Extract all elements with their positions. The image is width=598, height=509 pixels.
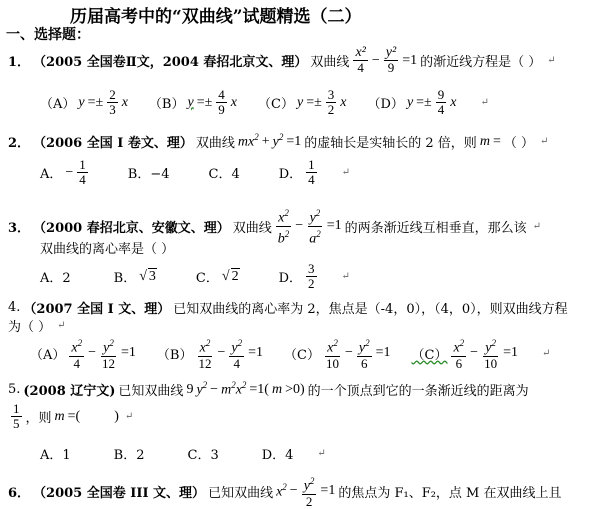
q2-option-c[interactable]: C．4 <box>208 167 240 182</box>
q4-option-a[interactable]: （A） $\frac{x^2}{4}$ − $\frac{y^2}{12}$ =1 <box>30 338 136 371</box>
q2-option-b[interactable]: B．−4 <box>127 167 170 182</box>
q1-source: （2005 全国卷Ⅱ文，2004 春招北京文、理） <box>33 55 308 70</box>
q4-stem-b: 为（ ） ↵ <box>8 320 66 335</box>
q5-option-a[interactable]: A．1 <box>40 448 71 463</box>
q3-stem-c: 双曲线的离心率是（ ） <box>40 242 175 257</box>
q6-source: （2005 全国卷 III 文、理） <box>33 485 206 501</box>
q5-stem-b: 的一个顶点到它的一条渐近线的距离为 <box>307 384 529 399</box>
section-heading: 一、选择题： <box>6 27 90 43</box>
q3-option-a[interactable]: A．2 <box>40 271 71 286</box>
q4-option-c[interactable]: （C） $\frac{x^2}{10}$ − $\frac{y^2}{6}$ =1 <box>284 338 391 371</box>
q1-option-b[interactable]: （B） y =± $\frac{4}{9}$ x <box>148 87 238 117</box>
q4-source: （2007 全国 I 文、理） <box>23 302 171 317</box>
q1-number: 1． <box>8 55 31 70</box>
q4-options: （A） $\frac{x^2}{4}$ − $\frac{y^2}{12}$ =1 （B） $\frac{x^2}{12}$ − $\frac{y^2}{4}$ =1 （C） $\frac{x^2}{10}$ − $\frac{y^2}{6}$ =1 （C） $\frac{x^2}{6}$ − $\frac{y^2}{10}$ =1 ↵ <box>30 338 551 371</box>
question-2: 2． （2006 全国 I 卷文、理） 双曲线 $mx^2$ + $y^2$ =1 的虚轴长是实轴长的 2 倍，则 m = （ ） ↵ <box>8 132 549 151</box>
q3-number: 3． <box>8 220 31 236</box>
q5-number: 5. <box>8 382 21 397</box>
q1-stem-a: 双曲线 <box>310 55 350 70</box>
q5-option-b[interactable]: B．2 <box>113 448 145 463</box>
q1-frac-x: $\frac{\text{x²}}{4}$ <box>355 45 366 75</box>
q2-number: 2． <box>8 136 31 151</box>
q4-option-b[interactable]: （B） $\frac{x^2}{12}$ − $\frac{y^2}{4}$ =1 <box>156 338 264 371</box>
q1-option-a[interactable]: （A） y =± $\frac{2}{3}$ x <box>40 87 128 117</box>
q1-option-d[interactable]: （D） y =± $\frac{9}{4}$ x <box>367 87 457 117</box>
q4-option-d[interactable]: （C） $\frac{x^2}{6}$ − $\frac{y^2}{10}$ =1 <box>411 338 518 371</box>
q3-options: A．2 B． √ 3 C． √ 2 D． $\frac{3}{2}$ ↵ <box>40 261 350 291</box>
q3-option-c[interactable]: C． √ 2 <box>195 268 239 286</box>
q6-number: 6． <box>8 485 31 501</box>
q6-stem-b: 的焦点为 F₁、F₂，点 M 在双曲线上且 <box>338 485 562 501</box>
q2-stem-a: 双曲线 <box>195 136 235 151</box>
q2-source: （2006 全国 I 卷文、理） <box>33 136 193 151</box>
question-6: 6． （2005 全国卷 III 文、理） 已知双曲线 $x^2$ − $\frac{y^2}{2}$ =1 的焦点为 F₁、F₂，点 M 在双曲线上且 <box>8 476 562 509</box>
q4-number: 4. <box>8 300 21 315</box>
q6-stem-a: 已知双曲线 <box>208 485 274 501</box>
q2-stem-b: 的虚轴长是实轴长的 2 倍，则 <box>304 136 477 151</box>
q2-options: A． − $\frac{1}{4}$ B．−4 C．4 D． $\frac{1}{4}$ ↵ <box>40 157 351 187</box>
question-4 <box>8 298 598 317</box>
q1-option-c[interactable]: （C） y =± $\frac{3}{2}$ x <box>258 87 347 117</box>
q3-stem-a: 双曲线 <box>232 220 272 236</box>
q2-option-d[interactable]: D． $\frac{1}{4}$ <box>278 157 315 187</box>
question-5: 5. (2008 辽宁文) 已知双曲线 9 $y^2$ − $m^2x^2$ =1( m >0) 的一个顶点到它的一条渐近线的距离为 <box>8 380 529 399</box>
q5-options: A．1 B．2 C．3 D．4 ↵ <box>40 444 598 463</box>
q1-frac-y: $\frac{\text{y²}}{9}$ <box>385 45 397 75</box>
q3-source: （2000 春招北京、安徽文、理） <box>33 220 230 236</box>
page-title: 历届高考中的“双曲线”试题精选（二） <box>70 7 362 27</box>
question-3: 3． （2000 春招北京、安徽文、理） 双曲线 $\frac{x^2}{b^2}$ − $\frac{y^2}{a^2}$ =1 的两条渐近线互相垂直，那么该 ↵ <box>8 208 541 247</box>
q1-stem-b: 的渐近线方程是（ ） <box>420 55 542 70</box>
q1-options: （A） y =± $\frac{2}{3}$ x （B） y =± $\frac{4}{9}$ x （C） y =± $\frac{3}{2}$ x （D） y =± $\frac{9}{4}$ x ↵ <box>40 87 489 117</box>
q5-stem-a: 已知双曲线 <box>118 384 184 399</box>
q3-option-b[interactable]: B． √ 3 <box>113 268 156 286</box>
q5-option-c[interactable]: C．3 <box>187 448 219 463</box>
q2-option-a[interactable]: A． − $\frac{1}{4}$ <box>40 157 86 187</box>
q2-stem-c: （ ） <box>503 136 534 151</box>
question-1: 1． （2005 全国卷Ⅱ文，2004 春招北京文、理） 双曲线 $\frac{\text{x²}}{4}$ − $\frac{\text{y²}}{9}$ =1 的渐近线方程是（ ） ↵ <box>8 45 556 75</box>
q3-option-d[interactable]: D． $\frac{3}{2}$ <box>278 261 315 291</box>
q5-option-d[interactable]: D．4 <box>261 448 294 463</box>
q5-source: (2008 辽宁文) <box>23 384 116 399</box>
q3-stem-b: 的两条渐近线互相垂直，那么该 <box>344 220 527 236</box>
q4-stem-a: 已知双曲线的离心率为 2，焦点是（-4，0），（4，0），则双曲线方程 <box>173 302 568 317</box>
q5-stem-c: $\frac{1}{5}$ ，则 m =( ) ↵ <box>13 401 134 431</box>
